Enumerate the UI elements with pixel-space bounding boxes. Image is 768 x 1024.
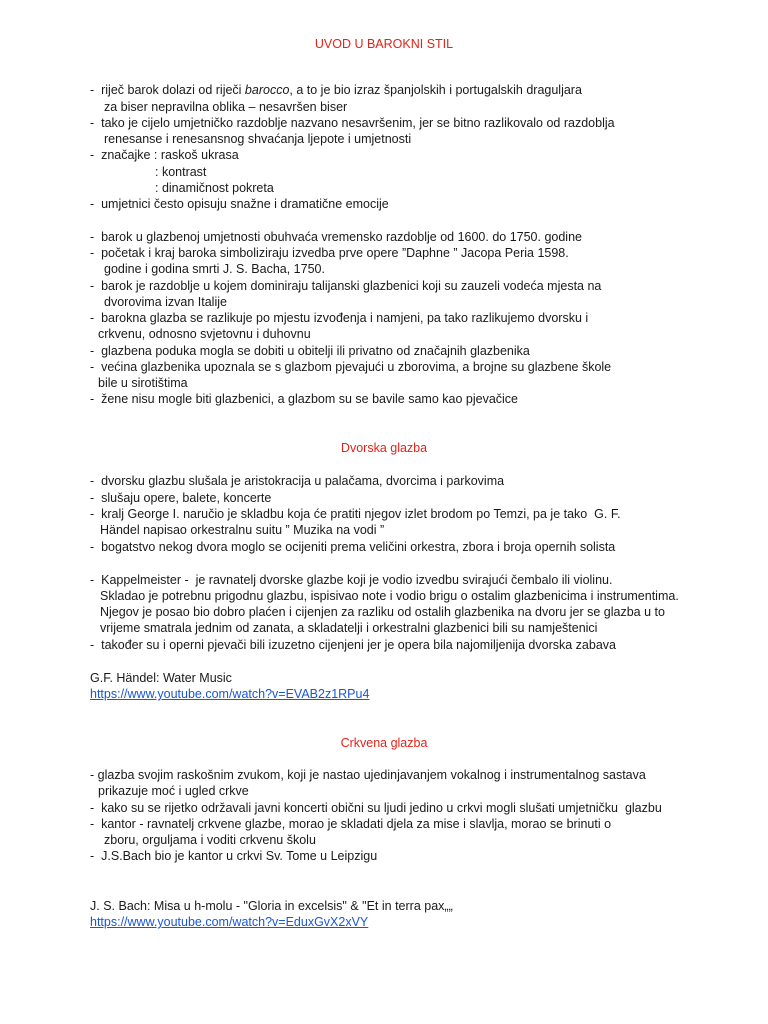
intro-line-8: - umjetnici često opisuju snažne i dramatične emocije [90,197,389,211]
court-ref-title: G.F. Händel: Water Music [90,671,232,685]
court-title: Dvorska glazba [340,441,428,455]
court-line-7: Skladao je potrebnu prigodnu glazbu, ispisivao note i vodio brigu o ostalim glazbenicima i instrumentima. [100,589,679,603]
court-line-6: - Kappelmeister - je ravnatelj dvorske glazbe koji je vodio izvedbu svirajući čembalo ili violinu. [90,573,613,587]
church-title: Crkvena glazba [340,736,428,750]
intro-line-5: - značajke : raskoš ukrasa [90,148,239,162]
intro-title: UVOD U BAROKNI STIL [314,37,454,51]
intro-line-17: - većina glazbenika upoznala se s glazbom pjevajući u zborovima, a brojne su glazbene škole [90,360,612,374]
court-line-5: - bogatstvo nekog dvora moglo se ocijeniti prema veličini orkestra, zbora i broja opernih solista [90,540,616,554]
church-line-2: prikazuje moć i ugled crkve [98,784,249,798]
intro-line-2: za biser nepravilna oblika – nesavršen biser [104,100,348,114]
court-line-4: Händel napisao orkestralnu suitu ” Muzika na vodi ” [100,523,385,537]
intro-line-19: - žene nisu mogle biti glazbenici, a glazbom su se bavile samo kao pjevačice [90,392,519,406]
court-line-9: vrijeme smatrala jednim od zanata, a skladatelji i orkestralni glazbenici bili su namještenici [100,621,598,635]
court-line-1: - dvorsku glazbu slušala je aristokracija u palačama, dvorcima i parkovima [90,474,505,488]
intro-line-13: dvorovima izvan Italije [104,295,227,309]
court-line-2: - slušaju opere, balete, koncerte [90,491,272,505]
intro-line-4: renesanse i renesansnog shvaćanja ljepote i umjetnosti [104,132,412,146]
intro-line-11: godine i godina smrti J. S. Bacha, 1750. [104,262,325,276]
court-line-10: - također su i operni pjevači bili izuzetno cijenjeni jer je opera bila najomiljenija dvorska zabava [90,638,616,652]
intro-line-7: : dinamičnost pokreta [155,181,274,195]
intro-line-10: - početak i kraj baroka simboliziraju izvedba prve opere ”Daphne ” Jacopa Peria 1598. [90,246,569,260]
church-line-5: zboru, orguljama i voditi crkvenu školu [104,833,316,847]
intro-line-18: bile u sirotištima [98,376,188,390]
court-line-8: Njegov je posao bio dobro plaćen i cijenjen za razliku od ostalih glazbenika na dvoru jer se glazba u to [100,605,665,619]
church-ref-link[interactable]: https://www.youtube.com/watch?v=EduxGvX2xVY [90,915,369,929]
intro-line-16: - glazbena poduka mogla se dobiti u obitelji ili privatno od značajnih glazbenika [90,344,530,358]
church-line-1: - glazba svojim raskošnim zvukom, koji je nastao ujedinjavanjem vokalnog i instrumentalnog sastava [90,768,646,782]
intro-line-9: - barok u glazbenoj umjetnosti obuhvaća vremensko razdoblje od 1600. do 1750. godine [90,230,582,244]
intro-line-6: : kontrast [155,165,207,179]
court-line-3: - kralj George I. naručio je skladbu koja će pratiti njegov izlet brodom po Temzi, pa je tako G. F. [90,507,621,521]
church-line-3: - kako su se rijetko održavali javni koncerti obični su ljudi jedino u crkvi mogli slušati umjetničku glazbu [90,801,662,815]
intro-line-12: - barok je razdoblje u kojem dominiraju talijanski glazbenici koji su zauzeli vodeća mjesta na [90,279,602,293]
church-line-4: - kantor - ravnatelj crkvene glazbe, morao je skladati djela za mise i slavlja, morao se brinuti o [90,817,612,831]
church-line-6: - J.S.Bach bio je kantor u crkvi Sv. Tome u Leipzigu [90,849,378,863]
church-ref-title: J. S. Bach: Misa u h-molu - "Gloria in excelsis" & "Et in terra pax„„ [90,899,453,913]
intro-line-15: crkvenu, odnosno svjetovnu i duhovnu [98,327,311,341]
intro-line-3: - tako je cijelo umjetničko razdoblje nazvano nesavršenim, jer se bitno razlikovalo od razdoblja [90,116,615,130]
intro-line-14: - barokna glazba se razlikuje po mjestu izvođenja i namjeni, pa tako razlikujemo dvorsku i [90,311,589,325]
intro-line-1: - riječ barok dolazi od riječi barocco, a to je bio izraz španjolskih i portugalskih draguljara [90,83,582,97]
court-ref-link[interactable]: https://www.youtube.com/watch?v=EVAB2z1RPu4 [90,687,370,701]
